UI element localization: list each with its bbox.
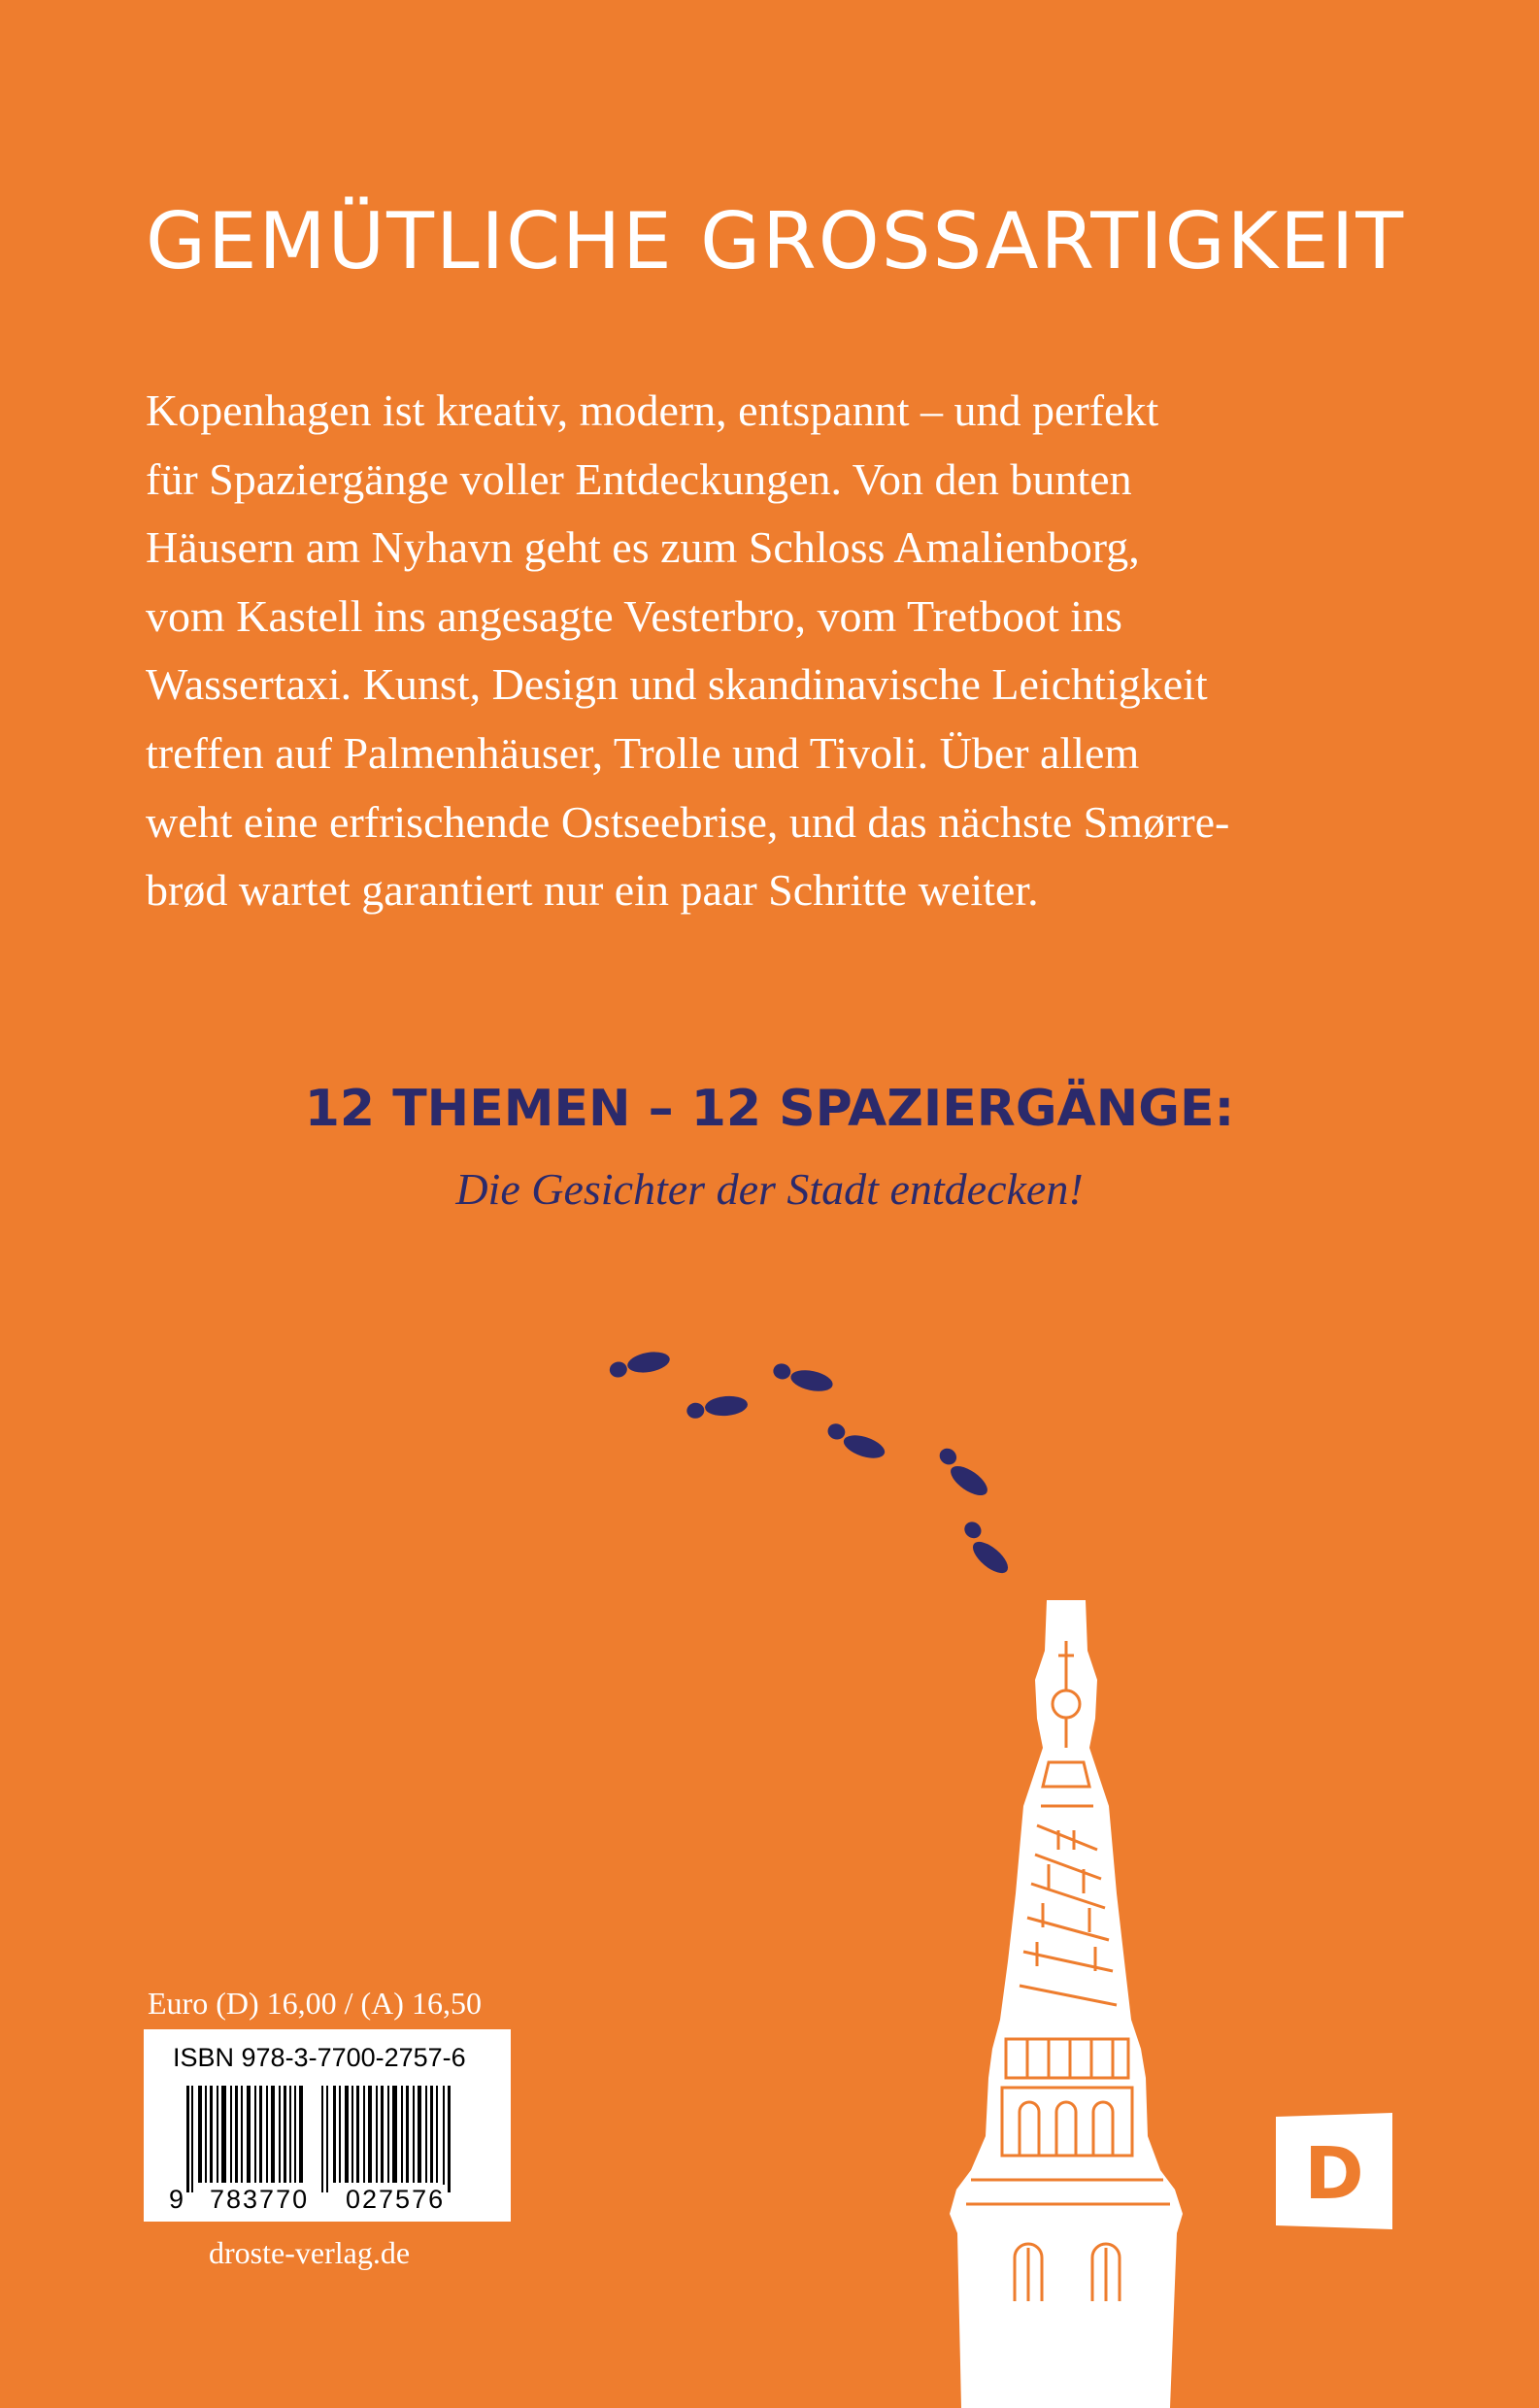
barcode-digits-left: 783770 xyxy=(210,2185,310,2214)
description-line: vom Kastell ins angesagte Vesterbro, vom Tretboot ins xyxy=(146,590,1122,641)
website-link[interactable]: droste-verlag.de xyxy=(209,2235,411,2270)
description-line: Wassertaxi. Kunst, Design und skandinavische Leichtigkeit xyxy=(146,659,1208,710)
description-line: weht eine erfrischende Ostseebrise, und das nächste Smørre- xyxy=(146,796,1230,847)
price-label: Euro (D) 16,00 / (A) 16,50 xyxy=(148,1986,482,2021)
description-line: Häusern am Nyhavn geht es zum Schloss Amalienborg, xyxy=(146,522,1140,573)
footprints-icon xyxy=(608,1349,1019,1578)
church-spire-icon xyxy=(950,1600,1183,2408)
barcode xyxy=(144,2029,511,2222)
description-line: für Spaziergänge voller Entdeckungen. Von den bunten xyxy=(146,453,1132,504)
isbn-label: ISBN 978-3-7700-2757-6 xyxy=(173,2043,466,2072)
description-text xyxy=(146,377,1408,925)
barcode-digits-right: 027576 xyxy=(346,2185,446,2214)
cover-heading: GEMÜTLICHE GROSSARTIGKEIT xyxy=(146,196,1406,286)
description-line: treffen auf Palmenhäuser, Trolle und Tivoli. Über allem xyxy=(146,727,1140,778)
promo-title: 12 THEMEN – 12 SPAZIERGÄNGE: xyxy=(304,1080,1235,1138)
promo-subtitle: Die Gesichter der Stadt entdecken! xyxy=(455,1164,1084,1214)
description-line: brød wartet garantiert nur ein paar Schritte weiter. xyxy=(146,865,1039,916)
barcode-digit-first: 9 xyxy=(169,2185,184,2214)
logo-letter: D xyxy=(1304,2132,1364,2216)
tower-illustration xyxy=(583,1330,1262,2408)
description-line: Kopenhagen ist kreativ, modern, entspannt – und perfekt xyxy=(146,385,1159,435)
droste-logo xyxy=(1276,2113,1392,2229)
